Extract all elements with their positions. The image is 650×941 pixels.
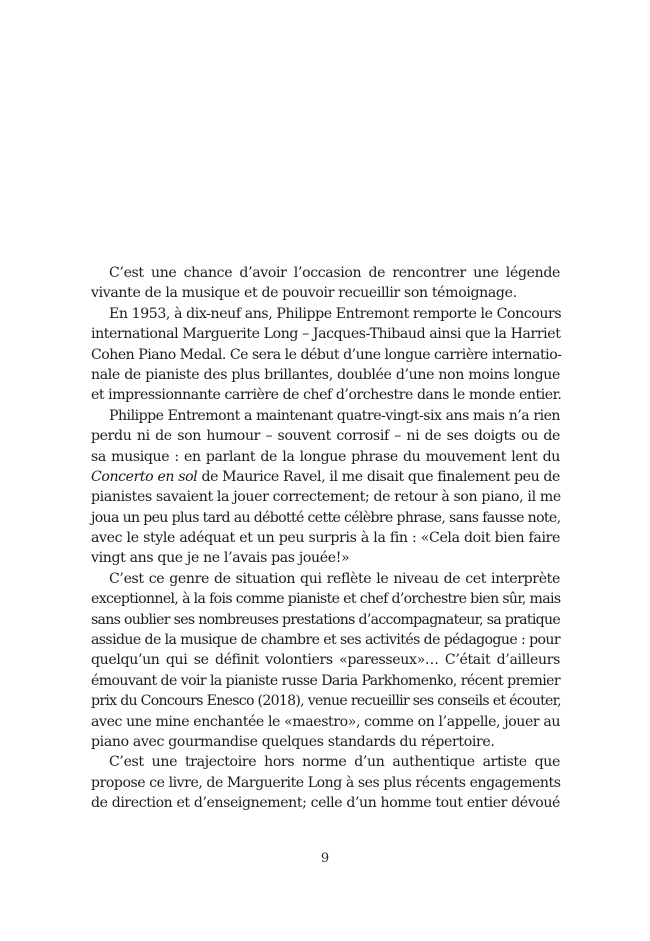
text-line: émouvant de voir la pianiste russe Daria Parkhomenko, récent premier	[91, 672, 560, 689]
text-line: propose ce livre, de Marguerite Long à ses plus récents engagements	[91, 774, 561, 791]
text-line: nale de pianiste des plus brillantes, doublée d’une non moins longue	[91, 366, 560, 383]
text-line: Cohen Piano Medal. Ce sera le début d’une longue carrière internatio-	[91, 346, 562, 363]
text-line: quelqu’un qui se définit volontiers «paresseux»… C’était d’ailleurs	[91, 652, 560, 669]
text-line: de direction et d’enseignement; celle d’un homme tout entier dévoué	[91, 795, 560, 812]
text-line-rest: de Maurice Ravel, il me disait que finalement peu de	[197, 468, 560, 485]
text-line: C’est ce genre de situation qui reflète le niveau de cet interprète	[109, 570, 560, 587]
text-line: prix du Concours Enesco (2018), venue recueillir ses conseils et écouter,	[91, 693, 561, 710]
text-line-with-italic-title	[91, 467, 560, 487]
text-line: vingt ans que je ne l’avais pas jouée!»	[91, 550, 350, 567]
text-line: C’est une trajectoire hors norme d’un authentique artiste que	[109, 754, 560, 771]
text-line: Philippe Entremont a maintenant quatre-vingt-six ans mais n’a rien	[109, 407, 560, 424]
text-line: exceptionnel, à la fois comme pianiste et chef d’orchestre bien sûr, mais	[91, 591, 561, 608]
text-line: assidue de la musique de chambre et ses activités de pédagogue : pour	[91, 632, 560, 649]
text-line: perdu ni de son humour – souvent corrosif – ni de ses doigts ou de	[91, 428, 560, 445]
text-line: pianistes savaient la jouer correctement; de retour à son piano, il me	[91, 489, 561, 506]
work-title: Concerto en sol	[91, 468, 198, 485]
text-line: joua un peu plus tard au débotté cette célèbre phrase, sans fausse note,	[91, 509, 561, 526]
body-text	[91, 263, 560, 814]
text-line: En 1953, à dix-neuf ans, Philippe Entremont remporte le Concours	[109, 305, 562, 322]
text-line: sa musique : en parlant de la longue phrase du mouvement lent du	[91, 448, 560, 465]
text-line: sans oublier ses nombreuses prestations d’accompagnateur, sa pratique	[91, 611, 560, 628]
text-line: avec une mine enchantée le «maestro», comme on l’appelle, jouer au	[91, 713, 560, 730]
text-line: piano avec gourmandise quelques standards du répertoire.	[91, 733, 495, 750]
text-line: avec le style adéquat et un peu surpris à la fin : «Cela doit bien faire	[91, 530, 560, 547]
text-line: C’est une chance d’avoir l’occasion de rencontrer une légende	[109, 265, 560, 281]
text-line: international Marguerite Long – Jacques-Thibaud ainsi que la Harriet	[91, 326, 561, 343]
text-line: et impressionnante carrière de chef d’orchestre dans le monde entier.	[91, 387, 562, 404]
page-number: 9	[320, 851, 330, 866]
text-line: vivante de la musique et de pouvoir recueillir son témoignage.	[91, 285, 517, 302]
